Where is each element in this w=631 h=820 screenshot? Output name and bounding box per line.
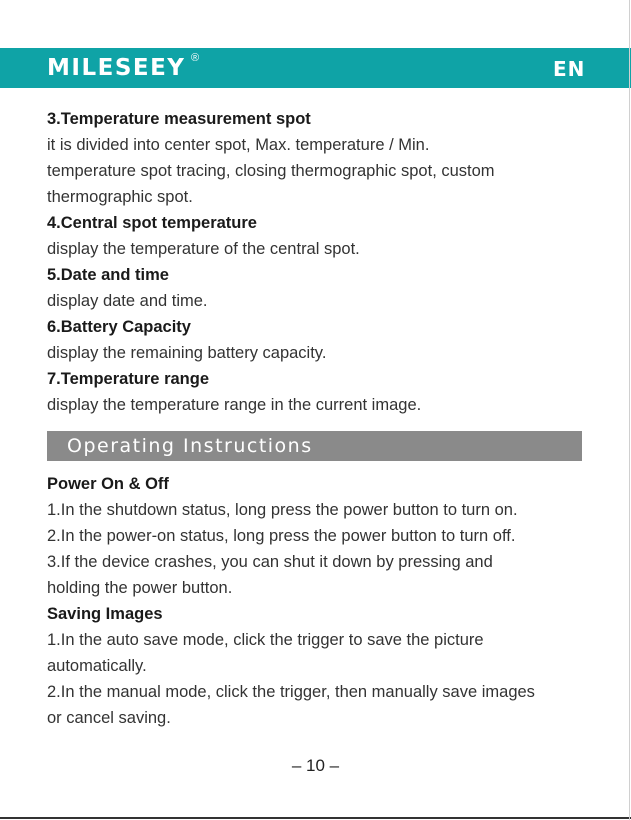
section-title: Operating Instructions <box>67 435 313 457</box>
operating-instructions-section <box>47 471 587 731</box>
item-heading: 7.Temperature range <box>47 370 210 388</box>
display-items-section <box>47 106 587 418</box>
instruction-text: holding the power button. <box>47 579 233 597</box>
page-number: – 10 – <box>291 756 340 775</box>
instruction-text: automatically. <box>47 657 147 675</box>
instruction-heading: Saving Images <box>47 605 163 623</box>
brand-logo: MILESEEY <box>47 55 186 81</box>
instruction-heading: Power On & Off <box>47 475 169 493</box>
section-title-bar <box>47 431 582 461</box>
instruction-text: 1.In the auto save mode, click the trigger to save the picture <box>47 631 484 649</box>
item-heading: 5.Date and time <box>47 266 169 284</box>
item-text: display the remaining battery capacity. <box>47 344 327 362</box>
item-heading: 6.Battery Capacity <box>47 318 191 336</box>
item-text: it is divided into center spot, Max. temperature / Min. <box>47 136 430 154</box>
item-heading: 3.Temperature measurement spot <box>47 110 311 128</box>
item-text: display date and time. <box>47 292 208 310</box>
instruction-text: 2.In the manual mode, click the trigger, then manually save images <box>47 683 535 701</box>
bottom-divider <box>0 817 631 819</box>
item-text: thermographic spot. <box>47 188 193 206</box>
language-label: EN <box>553 57 586 81</box>
item-text: display the temperature range in the current image. <box>47 396 422 414</box>
item-text: temperature spot tracing, closing thermographic spot, custom <box>47 162 495 180</box>
instruction-text: 1.In the shutdown status, long press the power button to turn on. <box>47 501 518 519</box>
page-edge <box>629 0 630 820</box>
item-text: display the temperature of the central spot. <box>47 240 360 258</box>
header-band <box>0 48 631 88</box>
instruction-text: 2.In the power-on status, long press the power button to turn off. <box>47 527 516 545</box>
instruction-text: or cancel saving. <box>47 709 171 727</box>
item-heading: 4.Central spot temperature <box>47 214 257 232</box>
instruction-text: 3.If the device crashes, you can shut it down by pressing and <box>47 553 493 571</box>
registered-mark: ® <box>191 52 200 64</box>
